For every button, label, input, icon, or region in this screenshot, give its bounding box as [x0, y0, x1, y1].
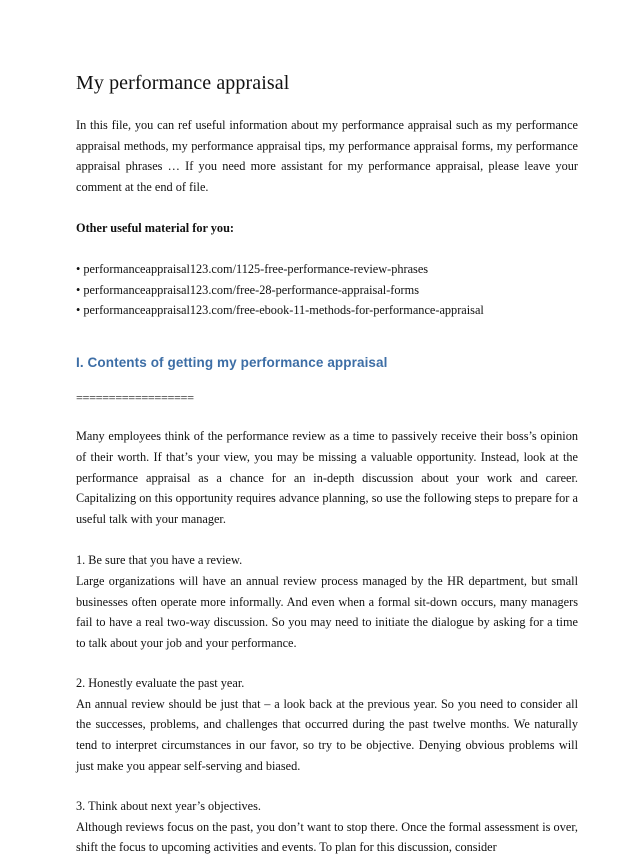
list-item	[76, 796, 578, 858]
item-body: Although reviews focus on the past, you don’t want to stop there. Once the formal assessment is over, shift the focus to upcoming activities and events. To plan for this discussion, consider	[76, 819, 578, 855]
useful-material-heading: Other useful material for you:	[76, 221, 235, 236]
item-body: Large organizations will have an annual review process managed by the HR department, but small businesses often operate more informally. And even when a formal sit-down occurs, many managers fail to have a real two-way discussion. So you may need to initiate the dialogue by asking for a time to talk about your job and your performance.	[76, 573, 578, 650]
link-item[interactable]: • performanceappraisal123.com/free-28-performance-appraisal-forms	[76, 282, 419, 297]
item-heading: 2. Honestly evaluate the past year.	[76, 676, 245, 691]
section-heading: I. Contents of getting my performance appraisal	[76, 354, 388, 370]
list-item	[76, 673, 578, 776]
item-heading: 3. Think about next year’s objectives.	[76, 799, 261, 814]
link-item[interactable]: • performanceappraisal123.com/free-ebook-11-methods-for-performance-appraisal	[76, 303, 484, 318]
link-item[interactable]: • performanceappraisal123.com/1125-free-performance-review-phrases	[76, 261, 429, 276]
page-title: My performance appraisal	[76, 72, 290, 94]
list-item	[76, 550, 578, 653]
link-list	[76, 259, 578, 321]
intro-paragraph: In this file, you can ref useful information about my performance appraisal such as my performance appraisal methods, my performance appraisal tips, my performance appraisal forms, my performance appraisal phrases … If you need more assistant for my performance appraisal, please leave your comment at the end of file.	[76, 118, 578, 194]
item-body: An annual review should be just that – a look back at the previous year. So you need to consider all the successes, problems, and challenges that occurred during the past twelve months. We naturally tend to interpret circumstances in our favor, so try to be objective. Denying obvious problems will just make you appear self-serving and biased.	[76, 696, 578, 773]
item-heading: 1. Be sure that you have a review.	[76, 553, 243, 568]
divider-line: ==================	[76, 390, 194, 405]
section-intro-paragraph: Many employees think of the performance review as a time to passively receive their boss’s opinion of their worth. If that’s your view, you may be missing a valuable opportunity. Instead, look at the performance appraisal as a chance for an in-depth discussion about your work and career. Capitalizing on this opportunity requires advance planning, so use the following steps to prepare for a useful talk with your manager.	[76, 429, 578, 526]
